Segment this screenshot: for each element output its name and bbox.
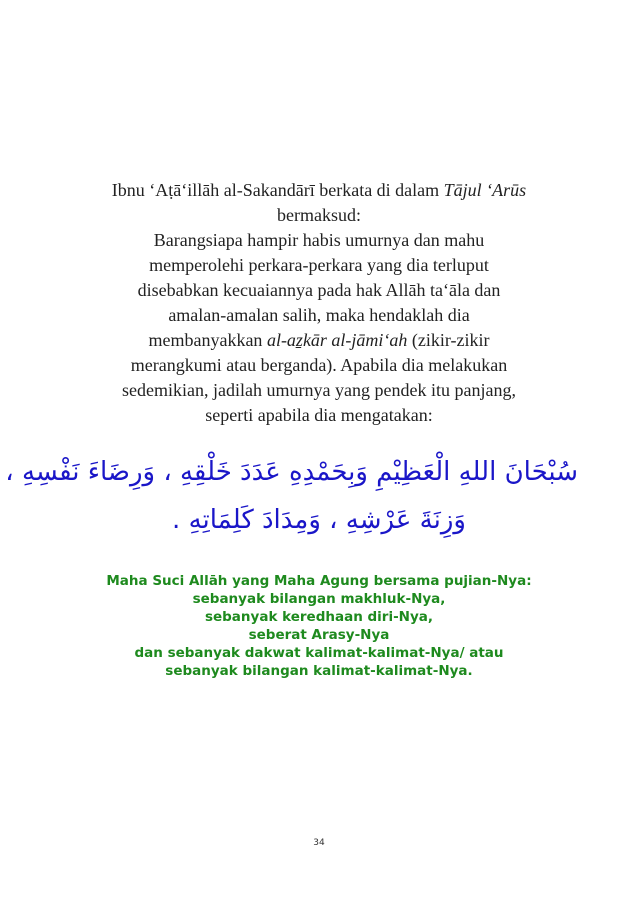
translation-line-6: sebanyak bilangan kalimat-kalimat-Nya. xyxy=(165,663,473,679)
translation-line-1: Maha Suci Allāh yang Maha Agung bersama pujian-Nya: xyxy=(106,573,532,589)
translation-line-4: seberat Arasy-Nya xyxy=(248,627,390,643)
translation-line-2: sebanyak bilangan makhluk-Nya, xyxy=(192,591,446,607)
body-line-7-post: (zikir-zikir xyxy=(407,330,490,350)
body-paragraph xyxy=(88,178,550,428)
page-number: 34 xyxy=(313,838,325,848)
arabic-line-2: وَزِنَةَ عَرْشِهِ ، وَمِدَادَ كَلِمَاتِهِ . xyxy=(172,505,466,535)
body-line-1 xyxy=(88,178,550,203)
body-line-7-text: membanyakkan xyxy=(148,330,267,350)
book-title: Tājul ‘Arūs xyxy=(443,180,527,200)
translation-block xyxy=(60,572,578,680)
italic-term: al-aẕkār al-jāmi‘ah xyxy=(266,330,408,350)
body-line-3: Barangsiapa hampir habis umurnya dan mahu xyxy=(153,230,485,250)
body-line-6: amalan-amalan salih, maka hendaklah dia xyxy=(168,305,470,325)
body-line-4: memperolehi perkara-perkara yang dia terluput xyxy=(149,255,489,275)
body-line-5: disebabkan kecuaiannya pada hak Allāh ta‘āla dan xyxy=(137,280,501,300)
arabic-dhikr xyxy=(5,448,578,544)
body-line-8: merangkumi atau berganda). Apabila dia melakukan xyxy=(130,355,508,375)
translation-line-5: dan sebanyak dakwat kalimat-kalimat-Nya/ atau xyxy=(134,645,504,661)
body-line-9: sedemikian, jadilah umurnya yang pendek itu panjang, xyxy=(122,380,516,400)
body-line-7 xyxy=(88,328,550,353)
body-line-10: seperti apabila dia mengatakan: xyxy=(205,405,433,425)
body-line-1-text: Ibnu ‘Aṭā‘illāh al-Sakandārī berkata di dalam xyxy=(111,180,444,200)
arabic-line-1: سُبْحَانَ اللهِ الْعَظِيْمِ وَبِحَمْدِهِ عَدَدَ خَلْقِهِ ، وَرِضَاءَ نَفْسِهِ ، xyxy=(5,457,578,487)
body-line-2: bermaksud: xyxy=(277,205,361,225)
translation-line-3: sebanyak keredhaan diri-Nya, xyxy=(204,609,434,625)
